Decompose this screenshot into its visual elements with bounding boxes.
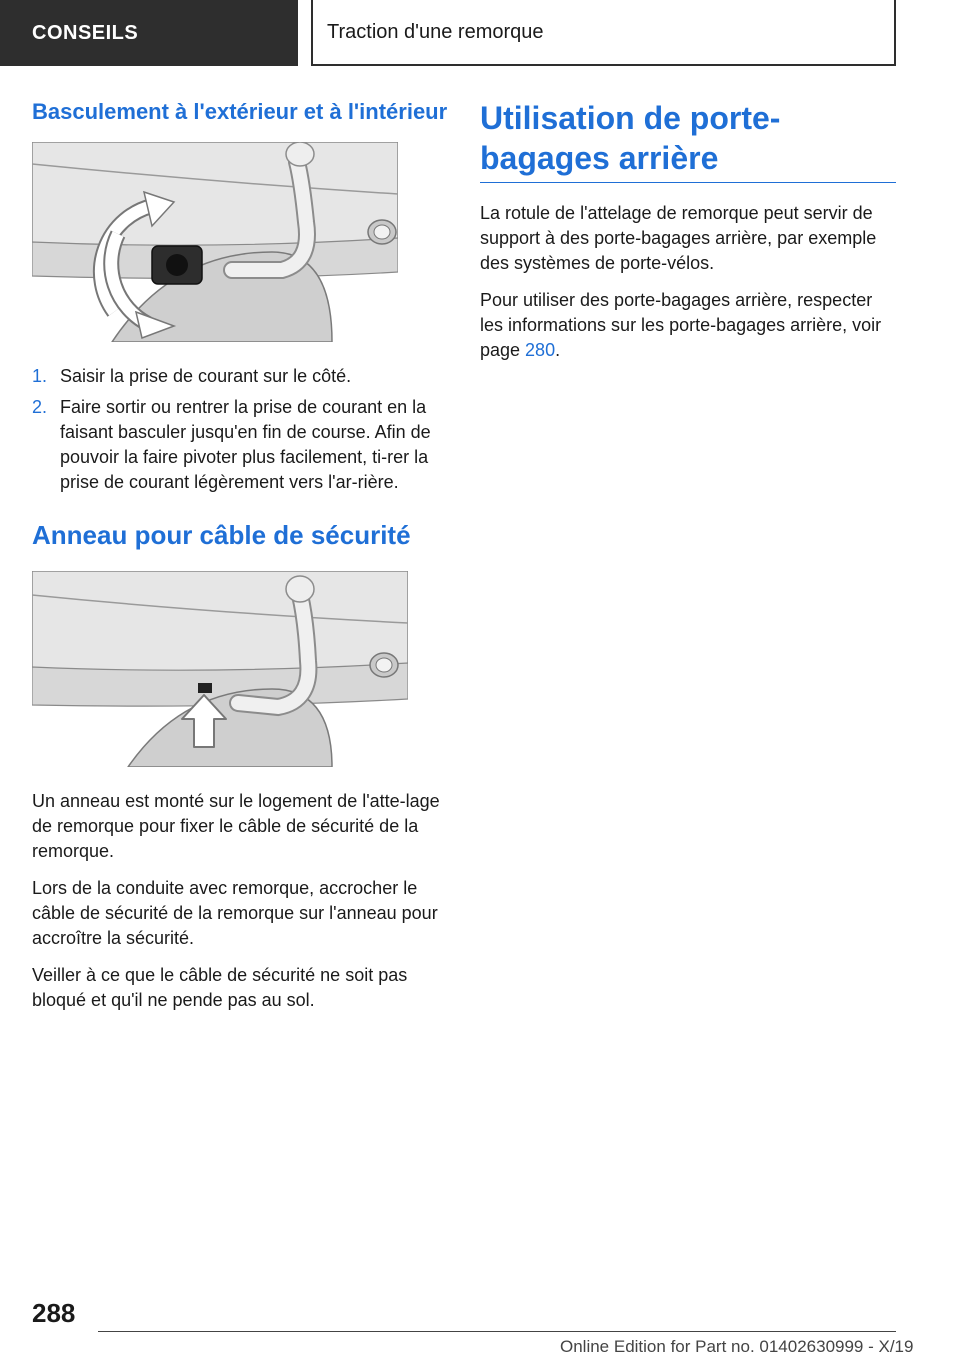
- socket-swing-illustration: [32, 142, 398, 342]
- ring-paragraph-1: Un anneau est monté sur le logement de l'atte-lage de remorque pour fixer le câble de sécurité de la remorque.: [32, 791, 440, 861]
- page-reference-link[interactable]: 280: [525, 340, 556, 360]
- right-column: [480, 98, 896, 375]
- step-number: 2.: [32, 397, 48, 417]
- footer-divider: [98, 1331, 896, 1332]
- ring-heading: Anneau pour câble de sécurité: [32, 520, 411, 550]
- chapter-header: [311, 0, 896, 66]
- chapter-title: Traction d'une remorque: [327, 20, 544, 43]
- swing-heading: Basculement à l'extérieur et à l'intérieur: [32, 99, 448, 124]
- step-number: 1.: [32, 366, 48, 386]
- section-label: CONSEILS: [32, 21, 139, 44]
- page-number: 288: [32, 1298, 76, 1328]
- ring-paragraph-3: Veiller à ce que le câble de sécurité ne soit pas bloqué et qu'il ne pende pas au sol.: [32, 965, 408, 1010]
- step-text: Faire sortir ou rentrer la prise de courant en la faisant basculer jusqu'en fin de course. Afin de pouvoir la faire pivoter plus facilement, ti-rer la prise de courant légèrement vers l'ar-rière.: [60, 397, 431, 492]
- safety-ring-illustration: [32, 571, 408, 767]
- step-list: [32, 364, 450, 495]
- section-tab: [0, 0, 298, 66]
- carrier-paragraph-2: [480, 288, 896, 363]
- carrier-text: Pour utiliser des porte-bagages arrière, respecter les informations sur les porte-bagages arrière, voir page: [480, 290, 882, 360]
- list-item: [32, 395, 450, 495]
- carrier-paragraph-1: La rotule de l'attelage de remorque peut servir de support à des porte-bagages arrière, par exemple des systèmes de porte-vélos.: [480, 203, 877, 273]
- left-column: [32, 98, 450, 1025]
- carrier-heading: Utilisation de porte-bagages arrière: [480, 98, 896, 183]
- edition-note: Online Edition for Part no. 01402630999 - X/19: [560, 1337, 914, 1356]
- carrier-text-end: .: [555, 340, 561, 360]
- step-text: Saisir la prise de courant sur le côté.: [60, 366, 352, 386]
- ring-paragraph-2: Lors de la conduite avec remorque, accrocher le câble de sécurité de la remorque sur l'anneau pour accroître la sécurité.: [32, 878, 438, 948]
- list-item: [32, 364, 450, 389]
